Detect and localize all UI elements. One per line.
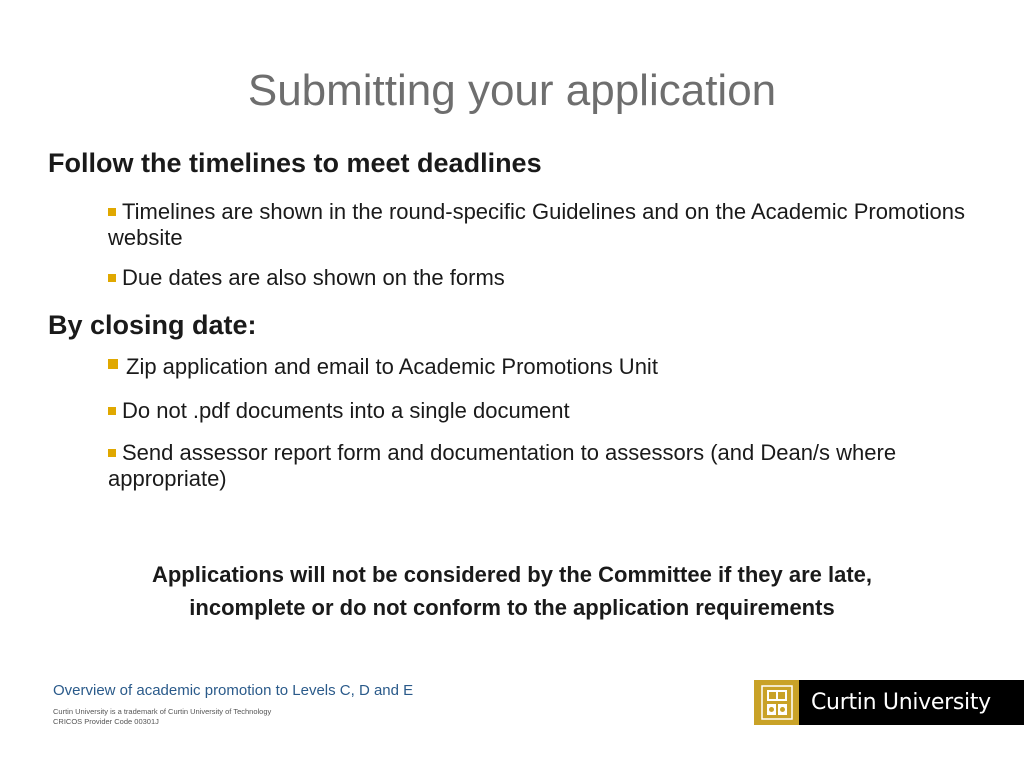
notice-line-1: Applications will not be considered by the Committee if they are late, bbox=[151, 562, 873, 587]
bullet-item bbox=[108, 440, 988, 492]
bullet-text: Zip application and email to Academic Promotions Unit bbox=[126, 354, 658, 379]
square-bullet-icon bbox=[108, 274, 116, 282]
section-heading-closing-date: By closing date: bbox=[48, 310, 257, 340]
bullet-text: Send assessor report form and documentation to assessors (and Dean/s where appropriate) bbox=[108, 440, 897, 491]
footer-trademark: Curtin University is a trademark of Curtin University of Technology bbox=[53, 707, 272, 716]
bullet-text: Timelines are shown in the round-specific Guidelines and on the Academic Promotions website bbox=[108, 199, 965, 250]
bullet-item bbox=[108, 265, 988, 291]
square-bullet-icon bbox=[108, 407, 116, 415]
square-bullet-icon bbox=[108, 359, 118, 369]
notice-line-2: incomplete or do not conform to the application requirements bbox=[189, 595, 835, 620]
footer-presentation-title: Overview of academic promotion to Levels C, D and E bbox=[53, 682, 414, 699]
curtin-shield-icon bbox=[754, 680, 799, 725]
footer-cricos: CRICOS Provider Code 00301J bbox=[53, 717, 159, 726]
curtin-logo bbox=[754, 680, 1024, 725]
bullet-item bbox=[108, 199, 988, 251]
bullet-text: Due dates are also shown on the forms bbox=[122, 265, 505, 290]
section-heading-timelines: Follow the timelines to meet deadlines bbox=[48, 148, 542, 178]
logo-wordmark: Curtin University bbox=[811, 690, 991, 715]
slide-title: Submitting your application bbox=[247, 66, 777, 115]
square-bullet-icon bbox=[108, 208, 116, 216]
bullet-text: Do not .pdf documents into a single document bbox=[122, 398, 570, 423]
bullet-item bbox=[108, 354, 988, 380]
notice-warning bbox=[40, 558, 984, 624]
bullet-item bbox=[108, 398, 988, 424]
square-bullet-icon bbox=[108, 449, 116, 457]
